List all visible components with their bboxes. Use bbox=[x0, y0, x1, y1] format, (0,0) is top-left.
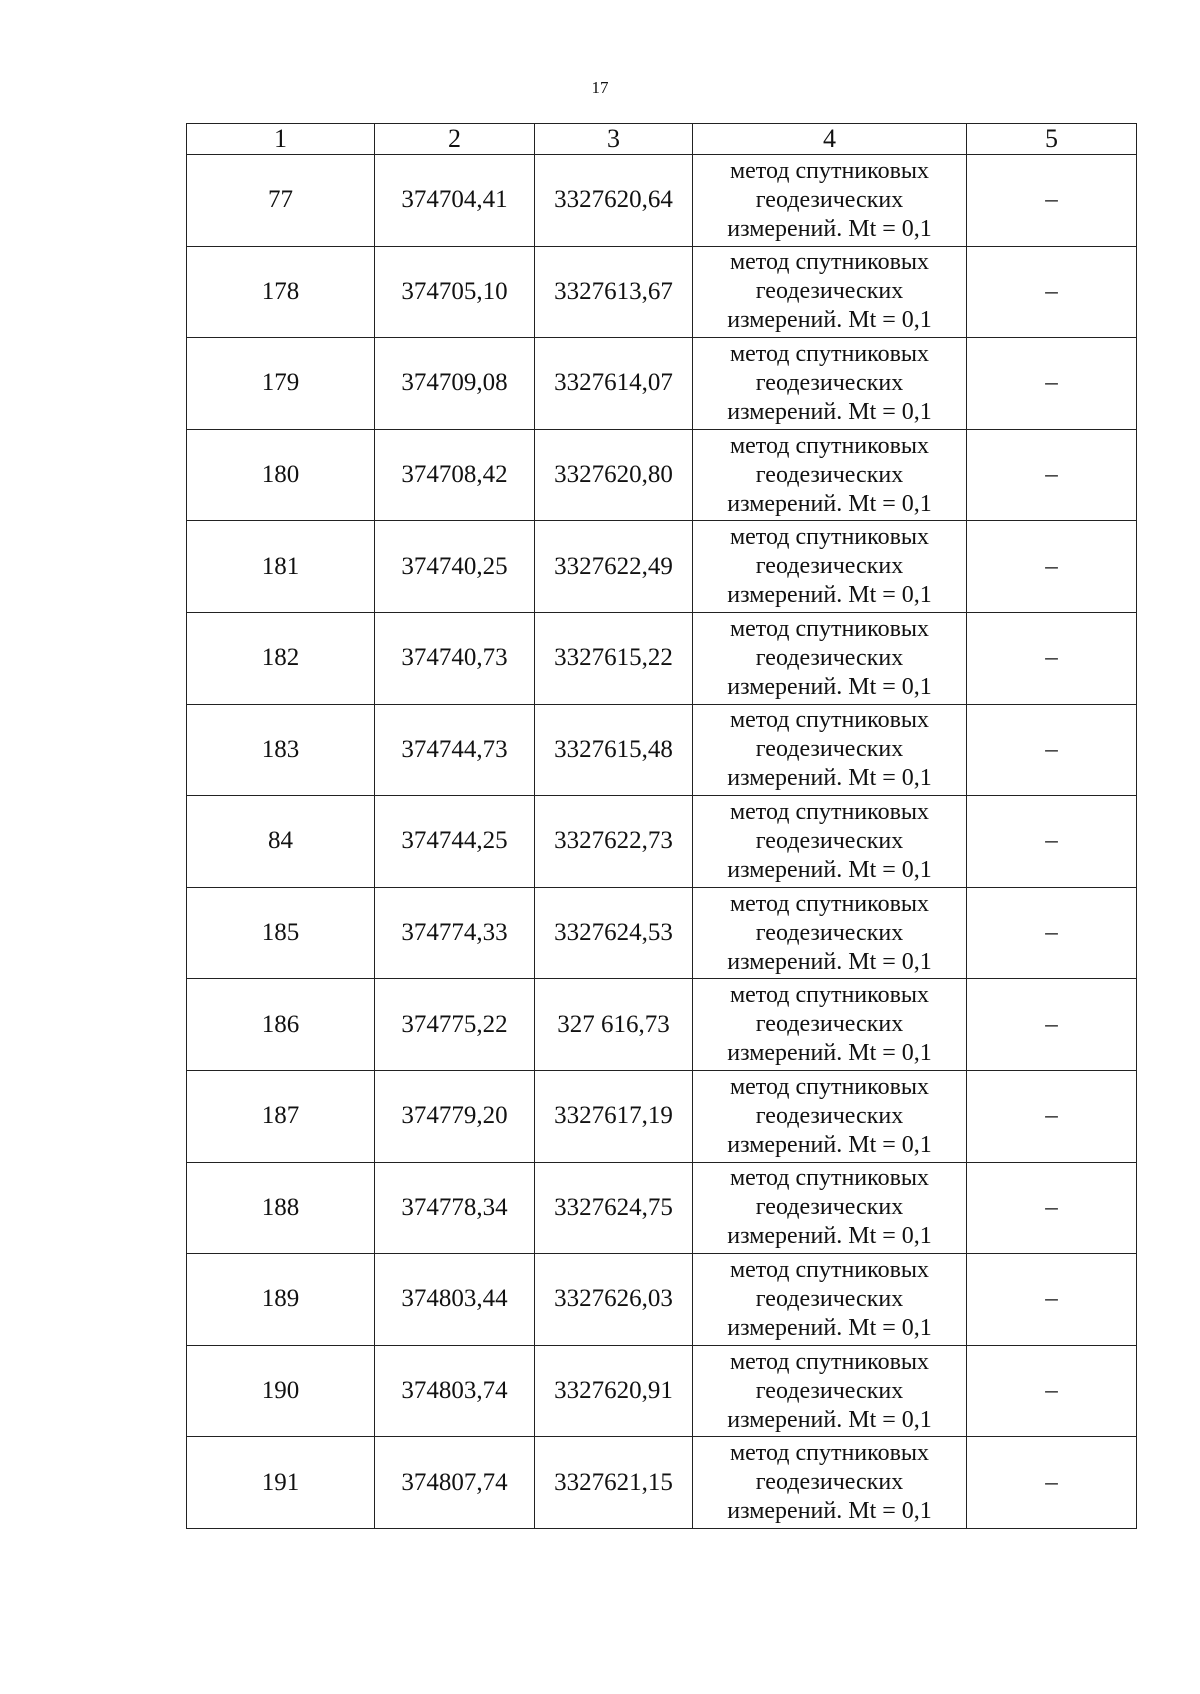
point-number-cell: 190 bbox=[187, 1345, 375, 1437]
method-cell bbox=[693, 612, 967, 704]
x-coordinate-cell: 374704,41 bbox=[375, 155, 535, 247]
point-number-cell: 77 bbox=[187, 155, 375, 247]
x-coordinate-cell: 374744,73 bbox=[375, 704, 535, 796]
method-cell bbox=[693, 1437, 967, 1529]
method-line: геодезических bbox=[755, 1194, 904, 1221]
table-row bbox=[187, 887, 1137, 979]
method-line: измерений. Mt = 0,1 bbox=[727, 1406, 932, 1433]
table-row bbox=[187, 429, 1137, 521]
point-number-cell: 178 bbox=[187, 246, 375, 338]
method-line: геодезических bbox=[755, 827, 904, 854]
method-line: измерений. Mt = 0,1 bbox=[727, 673, 932, 700]
table-row bbox=[187, 1162, 1137, 1254]
y-coordinate-cell: 3327615,48 bbox=[535, 704, 693, 796]
note-cell: – bbox=[967, 612, 1137, 704]
point-number-cell: 183 bbox=[187, 704, 375, 796]
y-coordinate-cell: 3327626,03 bbox=[535, 1254, 693, 1346]
y-coordinate-cell: 3327617,19 bbox=[535, 1070, 693, 1162]
method-line: геодезических bbox=[755, 1285, 904, 1312]
method-line: геодезических bbox=[755, 919, 904, 946]
note-cell: – bbox=[967, 155, 1137, 247]
column-header-3: 3 bbox=[535, 124, 693, 155]
table-row bbox=[187, 979, 1137, 1071]
y-coordinate-cell: 3327614,07 bbox=[535, 338, 693, 430]
y-coordinate-cell: 3327622,73 bbox=[535, 796, 693, 888]
point-number-cell: 185 bbox=[187, 887, 375, 979]
table-row bbox=[187, 338, 1137, 430]
x-coordinate-cell: 374740,73 bbox=[375, 612, 535, 704]
method-cell bbox=[693, 1345, 967, 1437]
note-cell: – bbox=[967, 979, 1137, 1071]
method-line: метод спутниковых bbox=[729, 249, 930, 276]
method-line: измерений. Mt = 0,1 bbox=[727, 1223, 932, 1250]
note-cell: – bbox=[967, 338, 1137, 430]
method-cell bbox=[693, 155, 967, 247]
method-line: измерений. Mt = 0,1 bbox=[727, 215, 932, 242]
note-cell: – bbox=[967, 429, 1137, 521]
method-line: геодезических bbox=[755, 1011, 904, 1038]
column-header-2: 2 bbox=[375, 124, 535, 155]
method-line: геодезических bbox=[755, 1377, 904, 1404]
method-line: измерений. Mt = 0,1 bbox=[727, 765, 932, 792]
table-row bbox=[187, 612, 1137, 704]
note-cell: – bbox=[967, 887, 1137, 979]
method-line: измерений. Mt = 0,1 bbox=[727, 1040, 932, 1067]
page-number: 17 bbox=[591, 78, 609, 97]
x-coordinate-cell: 374740,25 bbox=[375, 521, 535, 613]
y-coordinate-cell: 3327621,15 bbox=[535, 1437, 693, 1529]
x-coordinate-cell: 374779,20 bbox=[375, 1070, 535, 1162]
table-row bbox=[187, 1437, 1137, 1529]
y-coordinate-cell: 3327620,91 bbox=[535, 1345, 693, 1437]
method-line: измерений. Mt = 0,1 bbox=[727, 307, 932, 334]
method-cell bbox=[693, 429, 967, 521]
method-line: геодезических bbox=[755, 278, 904, 305]
coordinates-table bbox=[186, 123, 1137, 1529]
method-line: измерений. Mt = 0,1 bbox=[727, 856, 932, 883]
point-number-cell: 180 bbox=[187, 429, 375, 521]
point-number-cell: 191 bbox=[187, 1437, 375, 1529]
method-line: геодезических bbox=[755, 553, 904, 580]
method-line: измерений. Mt = 0,1 bbox=[727, 398, 932, 425]
method-cell bbox=[693, 246, 967, 338]
y-coordinate-cell: 3327613,67 bbox=[535, 246, 693, 338]
note-cell: – bbox=[967, 1254, 1137, 1346]
method-line: геодезических bbox=[755, 369, 904, 396]
y-coordinate-cell: 3327624,53 bbox=[535, 887, 693, 979]
method-cell bbox=[693, 796, 967, 888]
note-cell: – bbox=[967, 1345, 1137, 1437]
x-coordinate-cell: 374709,08 bbox=[375, 338, 535, 430]
x-coordinate-cell: 374744,25 bbox=[375, 796, 535, 888]
method-line: метод спутниковых bbox=[729, 1440, 930, 1467]
method-line: метод спутниковых bbox=[729, 890, 930, 917]
method-cell bbox=[693, 1070, 967, 1162]
table-row bbox=[187, 246, 1137, 338]
method-line: геодезических bbox=[755, 736, 904, 763]
x-coordinate-cell: 374774,33 bbox=[375, 887, 535, 979]
table-row bbox=[187, 1345, 1137, 1437]
method-line: геодезических bbox=[755, 186, 904, 213]
method-line: измерений. Mt = 0,1 bbox=[727, 948, 932, 975]
method-line: метод спутниковых bbox=[729, 707, 930, 734]
y-coordinate-cell: 3327620,64 bbox=[535, 155, 693, 247]
method-cell bbox=[693, 1162, 967, 1254]
method-cell bbox=[693, 887, 967, 979]
note-cell: – bbox=[967, 1437, 1137, 1529]
point-number-cell: 84 bbox=[187, 796, 375, 888]
column-header-1: 1 bbox=[187, 124, 375, 155]
method-line: измерений. Mt = 0,1 bbox=[727, 1131, 932, 1158]
x-coordinate-cell: 374803,74 bbox=[375, 1345, 535, 1437]
note-cell: – bbox=[967, 246, 1137, 338]
method-line: измерений. Mt = 0,1 bbox=[727, 490, 932, 517]
point-number-cell: 182 bbox=[187, 612, 375, 704]
method-line: метод спутниковых bbox=[729, 1348, 930, 1375]
y-coordinate-cell: 3327620,80 bbox=[535, 429, 693, 521]
point-number-cell: 186 bbox=[187, 979, 375, 1071]
table-row bbox=[187, 1070, 1137, 1162]
table-header-row bbox=[187, 124, 1137, 155]
x-coordinate-cell: 374778,34 bbox=[375, 1162, 535, 1254]
method-line: метод спутниковых bbox=[729, 615, 930, 642]
method-line: метод спутниковых bbox=[729, 157, 930, 184]
method-line: метод спутниковых bbox=[729, 340, 930, 367]
y-coordinate-cell: 3327624,75 bbox=[535, 1162, 693, 1254]
column-header-5: 5 bbox=[967, 124, 1137, 155]
table-row bbox=[187, 155, 1137, 247]
table-row bbox=[187, 704, 1137, 796]
note-cell: – bbox=[967, 796, 1137, 888]
x-coordinate-cell: 374775,22 bbox=[375, 979, 535, 1071]
note-cell: – bbox=[967, 1070, 1137, 1162]
y-coordinate-cell: 3327622,49 bbox=[535, 521, 693, 613]
method-cell bbox=[693, 1254, 967, 1346]
table-row bbox=[187, 1254, 1137, 1346]
note-cell: – bbox=[967, 704, 1137, 796]
method-cell bbox=[693, 338, 967, 430]
method-line: метод спутниковых bbox=[729, 1165, 930, 1192]
y-coordinate-cell: 3327615,22 bbox=[535, 612, 693, 704]
point-number-cell: 179 bbox=[187, 338, 375, 430]
method-cell bbox=[693, 704, 967, 796]
method-line: геодезических bbox=[755, 461, 904, 488]
y-coordinate-cell: 327 616,73 bbox=[535, 979, 693, 1071]
method-line: измерений. Mt = 0,1 bbox=[727, 1314, 932, 1341]
method-line: геодезических bbox=[755, 644, 904, 671]
note-cell: – bbox=[967, 1162, 1137, 1254]
method-line: метод спутниковых bbox=[729, 798, 930, 825]
point-number-cell: 187 bbox=[187, 1070, 375, 1162]
method-cell bbox=[693, 521, 967, 613]
method-line: геодезических bbox=[755, 1469, 904, 1496]
column-header-4: 4 bbox=[693, 124, 967, 155]
method-line: геодезических bbox=[755, 1102, 904, 1129]
table-body bbox=[187, 155, 1137, 1529]
method-cell bbox=[693, 979, 967, 1071]
point-number-cell: 181 bbox=[187, 521, 375, 613]
x-coordinate-cell: 374803,44 bbox=[375, 1254, 535, 1346]
table-row bbox=[187, 796, 1137, 888]
method-line: измерений. Mt = 0,1 bbox=[727, 582, 932, 609]
x-coordinate-cell: 374705,10 bbox=[375, 246, 535, 338]
x-coordinate-cell: 374708,42 bbox=[375, 429, 535, 521]
point-number-cell: 189 bbox=[187, 1254, 375, 1346]
x-coordinate-cell: 374807,74 bbox=[375, 1437, 535, 1529]
table-row bbox=[187, 521, 1137, 613]
method-line: измерений. Mt = 0,1 bbox=[727, 1498, 932, 1525]
point-number-cell: 188 bbox=[187, 1162, 375, 1254]
method-line: метод спутниковых bbox=[729, 1073, 930, 1100]
note-cell: – bbox=[967, 521, 1137, 613]
method-line: метод спутниковых bbox=[729, 1256, 930, 1283]
method-line: метод спутниковых bbox=[729, 432, 930, 459]
method-line: метод спутниковых bbox=[729, 982, 930, 1009]
method-line: метод спутниковых bbox=[729, 524, 930, 551]
